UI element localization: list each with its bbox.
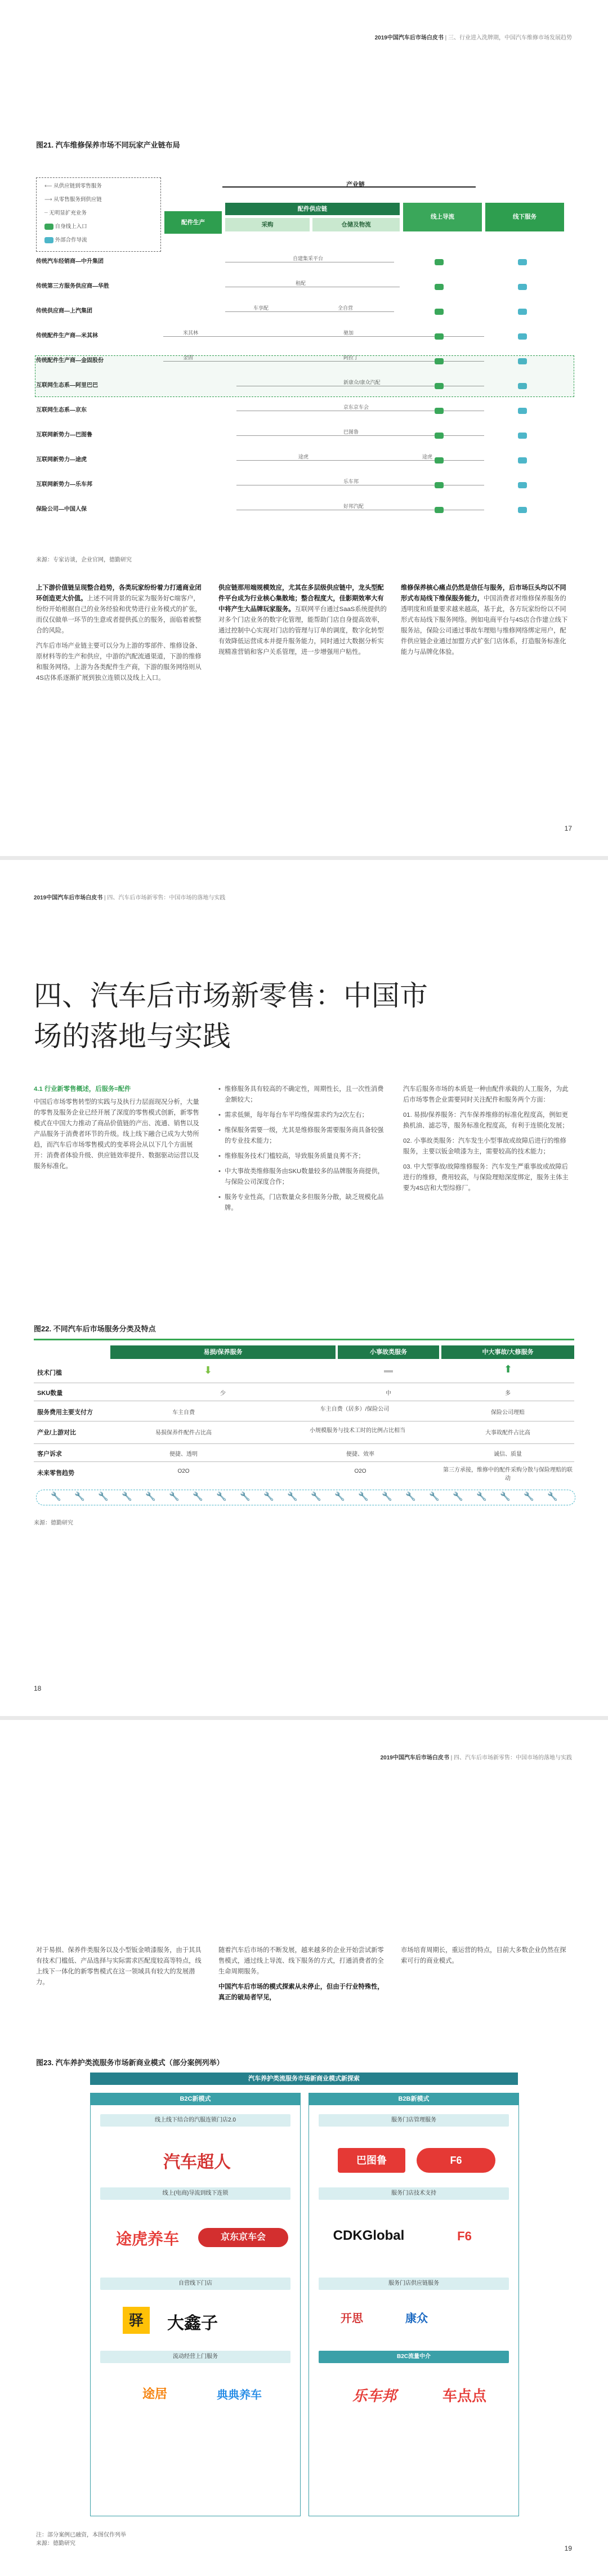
online-channel-icon — [435, 284, 444, 290]
table-cell: 多 — [505, 1390, 511, 1397]
wrench-icon: 🔧 — [311, 1492, 321, 1501]
text-column-1: 4.1 行业新零售概述，后服务=配件 中国后市场零售转型的实践与及执行力层面现况分析，大量的零售及服务企业已经开展了深度的零售模式创新，新零售模式在中国大力推动了商品价值链的产出、流通、销售以及产品服务于消费者环节的升级。线上线下融合已成为大势所趋，而汽车后市场零售模式的变革将会从以下几个方面展开：消费者体验升级、供应链效率提升、数据驱动运营以及服务标准化。 — [34, 1086, 199, 1170]
wrench-icon: 🔧 — [500, 1492, 511, 1501]
figure-rule — [34, 1339, 574, 1340]
legend-item: ⟶ 从零售服务到供应链 — [44, 197, 102, 203]
online-channel-icon — [435, 507, 444, 513]
logo-tuhu: 途虎养车 — [115, 2230, 179, 2248]
figure-title: 图22. 不同汽车后市场服务分类及特点 — [34, 1325, 156, 1333]
chain-span-label: 米其林 — [183, 330, 199, 336]
online-channel-icon — [435, 309, 444, 315]
offline-service-icon — [518, 507, 527, 513]
row-label: 技术门槛 — [37, 1370, 62, 1376]
chain-part-offline: 线下服务 — [485, 203, 564, 231]
b2b-row-label: 服务门店技术支持 — [319, 2187, 509, 2200]
divider — [34, 1443, 574, 1444]
page-header: 2019中国汽车后市场白皮书 | 四、汽车后市场新零售：中国市场的落地与实践 — [34, 895, 226, 901]
highlight-box — [35, 355, 574, 397]
row-label: 未来零售趋势 — [37, 1470, 74, 1477]
table-cell: 第三方承接，维修中的配件采购分散与保险理赔的联动 — [443, 1467, 573, 1482]
chain-span-label: 京东京车会 — [343, 404, 369, 410]
text-column-2: 供应链那用端规模效应，尤其在多层级供应链中，龙头型配件平台成为行业核心集散地；整合程度大，佳影期效率大有中将产生大品牌玩家服务。互联网平台通过SaaS系统提供的对多个门店业务的数字化管理，能帮助门店自身提高效率，通过控制中心实现对门店的管理与订单的调度，数字化转型有效降低运营成本并提升服务能力，同时通过大数据分析实现精准营销和客户关系管理，进一步增强用户粘性。 — [218, 585, 387, 656]
wrench-icon: 🔧 — [547, 1492, 558, 1501]
table-cell: 车主自费 — [172, 1410, 195, 1416]
text-column-3: 市场培育周期长，重运营的特点，目前大多数企业仍然在探索可行的商业模式。 — [401, 1947, 566, 1964]
online-channel-icon — [435, 333, 444, 340]
wrench-icon: 🔧 — [145, 1492, 156, 1501]
text-column-1: 上下游价值链呈现整合趋势，各类玩家纷纷着力打通商业闭环创造更大价值。上述不同背景的玩家为服务好C端客户，纷纷开始根据自己的业务经验和优势进行业务模式的扩张，而仅仅做单一环节的生意或者提供孤立的服务，面临着被整合的风险。 汽车后市场产业链主要可以分为上游的零部件、维修设备、原材料等的生产和供应，中游的汽配流通渠道，下游的维修和服务网络。上游为各类配件生产商，下游的服务网络则从4S店体系逐渐扩展到独立连锁以及线上入口。 — [36, 585, 202, 681]
wrench-icon: 🔧 — [334, 1492, 345, 1501]
chain-span-label: 车享配 — [253, 305, 269, 311]
table-cell: 少 — [220, 1390, 226, 1397]
figure-title: 图23. 汽车养护类流服务市场新商业模式（部分案例列举） — [36, 2058, 224, 2067]
chain-part-purchase: 采购 — [225, 218, 310, 231]
logo-lechebang: 乐车邦 — [352, 2387, 396, 2404]
logo-diandian: 典典养车 — [217, 2389, 262, 2401]
text-column-3: 维修保养核心痛点仍然是信任与服务，后市场巨头均以不同形式布局线下维保服务能力，中国消费者对维修保养服务的透明度和质量要求越来越高，基于此，各方玩家纷纷以不同形式布局线下服务网络。例如电商平台与4S店合作建立线下服务站，保险公司通过事故车理赔与维修网络绑定用户，配件供应链企业通过加盟方式扩张门店体系，打造服务标准化能力与品牌化体验。 — [401, 585, 568, 656]
chain-span-line — [236, 336, 484, 337]
source-note: 来源：专家访谈，企业官网，德勤研究 — [36, 557, 132, 563]
player-row-label: 互联网新势力—途虎 — [36, 457, 87, 463]
logo-f6: F6 — [457, 2229, 472, 2243]
legend-item: 自身线上入口 — [44, 222, 87, 230]
logo-kaisi: 开思 — [341, 2312, 363, 2325]
logo-f6-top: F6 — [417, 2148, 495, 2173]
chain-span-line — [163, 336, 236, 337]
b2c-row-label: 流动经营上门服务 — [100, 2351, 290, 2363]
wrench-icon: 🔧 — [193, 1492, 203, 1501]
chain-span-line — [236, 460, 394, 461]
chain-span-label: 途虎 — [422, 454, 433, 460]
player-row-label: 保险公司—中国人保 — [36, 506, 87, 512]
offline-service-icon — [518, 333, 527, 340]
table-cell: 易损保养件配件占比高 — [155, 1430, 212, 1436]
page-number: 18 — [34, 1684, 42, 1692]
table-cell: O2O — [177, 1468, 190, 1474]
chain-span-label: 金固 — [183, 355, 194, 360]
banner: 汽车养护类流服务市场新商业模式新探索 — [90, 2073, 518, 2085]
chain-part-production: 配件生产 — [164, 211, 222, 234]
table-cell: 便捷、效率 — [346, 1451, 374, 1458]
chain-span-label: 租配 — [296, 280, 306, 286]
row-label: SKU数量 — [37, 1390, 63, 1397]
divider — [34, 1461, 574, 1462]
chain-part-online: 线上导流 — [403, 203, 482, 231]
offline-service-icon — [518, 309, 527, 315]
chain-span-label: 驰加 — [343, 330, 354, 336]
offline-service-icon — [518, 457, 527, 463]
text-column-2: • 维修服务具有较高的不确定性，周期性长，且一次性消费金额较大； • 需求低频，每年每台车平均维保需求约为2次左右； • 维保服务需要一级，尤其是维修服务需要服务商具备较强的专业技术能力； • 维修服务技术门槛较高，导致服务质量良莠不齐； • 中大事故类维修服务由SKU数量较多的品牌服务商提供，与保险公司深度合作； • 服务专业性高，门店数量众多但服务分散，缺乏规模化品牌。 — [218, 1084, 387, 1218]
wrench-icon: 🔧 — [216, 1492, 227, 1501]
page-19 — [0, 1720, 608, 2576]
logo-jd-car: 京东京车会 — [198, 2228, 288, 2247]
wrench-icon: 🔧 — [51, 1492, 61, 1501]
logo-chediandian: 车点点 — [442, 2387, 486, 2404]
page-number: 17 — [564, 825, 572, 832]
chain-part-logistics: 仓储及物流 — [312, 218, 400, 231]
wrench-icon: 🔧 — [358, 1492, 369, 1501]
chain-label: 产业链 — [346, 181, 365, 188]
wrench-icon: 🔧 — [382, 1492, 392, 1501]
chart-legend — [36, 177, 161, 252]
online-channel-icon — [435, 457, 444, 463]
wrench-icon: 🔧 — [74, 1492, 85, 1501]
chain-part-supply: 配件供应链 — [225, 203, 400, 215]
chain-span-label: 全自营 — [338, 305, 354, 311]
wrench-icon: 🔧 — [98, 1492, 109, 1501]
table-cell: 大事故配件占比高 — [485, 1430, 530, 1436]
offline-service-icon — [518, 284, 527, 290]
player-row-label: 传统供应商—上汽集团 — [36, 308, 92, 314]
online-channel-icon — [435, 259, 444, 265]
page-17 — [0, 0, 608, 856]
wrench-icon: 🔧 — [263, 1492, 274, 1501]
wrench-icon: 🔧 — [476, 1492, 487, 1501]
legend-item: 外部合作导流 — [44, 235, 87, 243]
logo-baturu: 巴图鲁 — [338, 2148, 405, 2173]
b2c-row-label: 线上(电商)导流到线下连锁 — [100, 2187, 290, 2200]
col-header-maintenance: 易损/保养服务 — [110, 1345, 336, 1359]
b2b-row-label: 服务门店供应链服务 — [319, 2278, 509, 2290]
player-row-label: 传统汽车经销商—中升集团 — [36, 259, 104, 265]
arrow-down-icon: ⬇ — [204, 1365, 213, 1376]
offline-service-icon — [518, 259, 527, 265]
wrench-icon: 🔧 — [169, 1492, 180, 1501]
offline-service-icon — [518, 482, 527, 488]
player-row-label: 互联网生态系—阿里巴巴 — [36, 382, 98, 389]
table-cell: 小规模服务与技术工时的比例占比相当 — [310, 1428, 405, 1434]
legend-item: ┄ 无明显扩充业务 — [44, 210, 87, 216]
wrench-icon: 🔧 — [453, 1492, 463, 1501]
chain-span-label: 好邦汽配 — [343, 503, 364, 509]
col-header-minor: 小事故类服务 — [338, 1345, 439, 1359]
wrench-icon: 🔧 — [524, 1492, 534, 1501]
chain-span-line — [225, 311, 315, 312]
chain-span-label: 阿拉丁 — [343, 355, 359, 360]
b2c-row-label: 线上线下结合的汽服连锁门店2.0 — [100, 2114, 290, 2127]
player-row-label: 传统配件生产商—米其林 — [36, 333, 98, 339]
chain-span-label: 自建集采平台 — [293, 256, 324, 261]
wrench-icon: 🔧 — [240, 1492, 251, 1501]
wrench-icon: 🔧 — [287, 1492, 298, 1501]
text-column-2: 随着汽车后市场的不断发展，越来越多的企业开始尝试新零售模式，通过线上导流、线下服务的方式，打通消费者的全生命周期服务。 中国汽车后市场的模式探索从未停止，但由于行业特殊性，真正的破局者罕见， — [218, 1947, 384, 2001]
player-row-label: 传统配件生产商—金固股份 — [36, 358, 104, 364]
b2b-row-label: 服务门店管理服务 — [319, 2114, 509, 2127]
table-cell: 保险公司理赔 — [491, 1410, 525, 1416]
source-note: 来源：德勤研究 — [34, 1520, 73, 1526]
logo-car-superman: 汽车超人 — [163, 2153, 231, 2172]
logo-yi: 驿 — [123, 2307, 150, 2334]
table-cell: O2O — [354, 1468, 366, 1474]
text-column-1: 对于易损、保养件类服务以及小型钣金喷漆服务，由于其具有技术门槛低、产品选择与实际需求匹配度较高等特点，线上线下一体化的新零售模式在这一领域具有较大的发展潜力。 — [36, 1947, 202, 1986]
table-cell: 诚信、质量 — [494, 1451, 522, 1458]
logo-tuju: 途居 — [142, 2387, 167, 2401]
arrow-up-icon: ⬆ — [504, 1363, 513, 1375]
table-cell: 中 — [386, 1390, 391, 1397]
logo-daxinzi: 大鑫子 — [167, 2314, 218, 2333]
chain-span-label: 新康众/康众汽配 — [343, 380, 381, 385]
chain-span-label: 乐车邦 — [343, 479, 359, 484]
figure-title: 图21. 汽车维修保养市场不同玩家产业链布局 — [36, 141, 180, 149]
page-header: 2019中国汽车后市场白皮书 | 四、汽车后市场新零售：中国市场的落地与实践 — [380, 1755, 572, 1761]
chain-span-label: 巴图鲁 — [343, 429, 359, 435]
dash-icon — [384, 1370, 393, 1372]
online-channel-icon — [435, 408, 444, 414]
row-label: 服务费用主要支付方 — [37, 1409, 93, 1416]
page-header: 2019中国汽车后市场白皮书 | 三、行业进入洗牌期，中国汽车维修市场发展趋势 — [374, 35, 572, 41]
player-row-label: 互联网新势力—乐车邦 — [36, 482, 92, 488]
page-18 — [0, 860, 608, 1716]
wrench-icon: 🔧 — [429, 1492, 440, 1501]
source-note: 注：部分案例已融资，本图仅作列举 来源：德勤研究 — [36, 2532, 126, 2547]
col-header-major: 中大事故/大修服务 — [441, 1345, 574, 1359]
text-column-3: 汽车后服务市场的本质是一种由配件承载的人工服务，为此后市场零售企业需要同时关注配件和服务两个方面： 01. 易损/保养服务：汽车保养维修的标准化程度高，例如更换机油、滤芯等，服务标准化程度高，有利于连锁化发展； 02. 小事故类服务：汽车发生小型事故或故障后进行的维修服务，主要以钣金喷漆为主，需要较高的技术能力； 03. 中大型事故/故障维修服务：汽车发生严重事故或故障后进行的维修，费用较高，与保险理赔深度绑定，服务主体主要为4S店和大型综修厂。 — [403, 1086, 569, 1192]
offline-service-icon — [518, 408, 527, 414]
sku-strip — [36, 1490, 575, 1505]
row-label: 客户诉求 — [37, 1451, 62, 1458]
online-channel-icon — [435, 433, 444, 439]
player-row-label: 互联网生态系—京东 — [36, 407, 87, 413]
b2b-header: B2B新模式 — [309, 2093, 519, 2105]
wrench-icon: 🔧 — [405, 1492, 416, 1501]
section-title: 四、汽车后市场新零售：中国市 场的落地与实践 — [34, 979, 428, 1053]
wrench-icon: 🔧 — [122, 1492, 132, 1501]
chain-span-line — [236, 435, 484, 436]
player-row-label: 互联网新势力—巴图鲁 — [36, 432, 92, 438]
table-cell: 车主自费（居多）/保险公司 — [320, 1406, 390, 1412]
logo-kangzhong: 康众 — [405, 2312, 428, 2325]
page-number: 19 — [564, 2544, 572, 2552]
table-cell: 便捷、透明 — [169, 1451, 198, 1458]
chain-span-line — [315, 311, 394, 312]
b2b-row-label: B2C流量中介 — [319, 2351, 509, 2363]
online-channel-icon — [435, 482, 444, 488]
player-row-label: 传统第三方服务供应商—华胜 — [36, 283, 109, 289]
chain-span-label: 途虎 — [298, 454, 309, 460]
b2c-row-label: 自营线下门店 — [100, 2278, 290, 2290]
b2c-header: B2C新模式 — [90, 2093, 301, 2105]
legend-item: ⟵ 从供应链到零售服务 — [44, 183, 102, 189]
row-label: 产业/上游对比 — [37, 1429, 77, 1436]
offline-service-icon — [518, 433, 527, 439]
logo-cdk-global: CDKGlobal — [333, 2228, 405, 2243]
